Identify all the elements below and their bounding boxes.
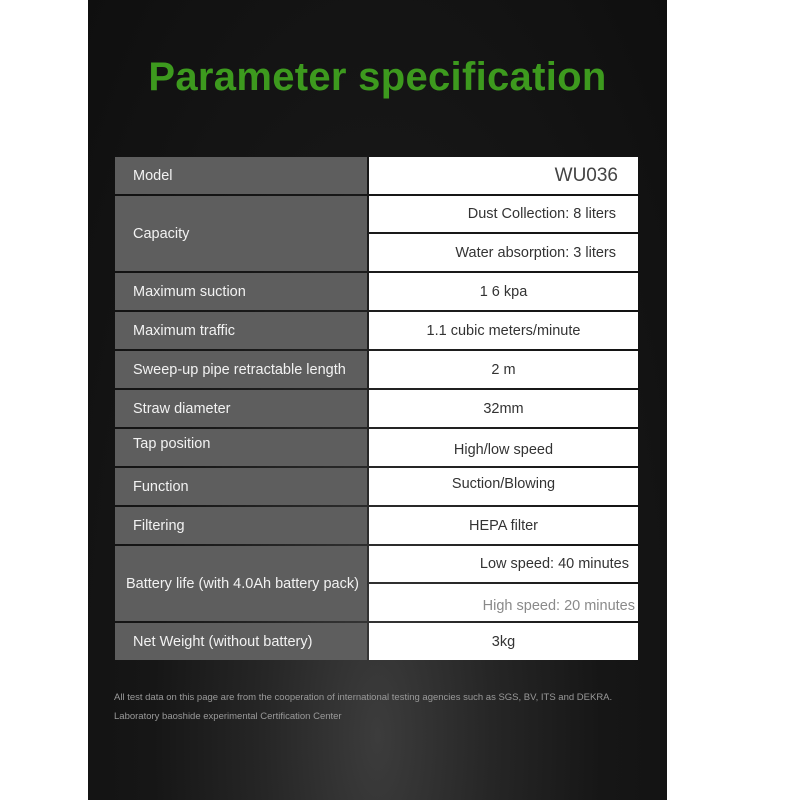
row-value [369,468,638,505]
row-label: Model [115,157,367,194]
row-label: Straw diameter [115,390,367,427]
net-weight-value: 3kg [491,633,516,650]
capacity-water [369,234,638,271]
tap-position-value: High/low speed [453,442,554,458]
row-value [369,390,638,427]
row-function [115,468,638,505]
footnote-line-1: All test data on this page are from the cooperation of international testing agencies such as SGS, BV, ITS and DEKRA. [114,692,613,703]
max-suction-value: 1 6 kpa [479,283,528,300]
row-label: Maximum traffic [115,312,367,349]
page-title: Parameter specification [148,55,607,99]
battery-low-text: Low speed: 40 minutes [479,556,629,572]
row-value [369,623,638,660]
row-tap-position [115,429,638,466]
capacity-dust [369,196,638,232]
row-max-suction [115,273,638,310]
row-label: Capacity [115,196,367,271]
row-net-weight [115,623,638,660]
function-value: Suction/Blowing [451,476,556,492]
row-battery-life [115,546,638,621]
row-value [369,312,638,349]
battery-high [369,584,638,621]
row-value [369,273,638,310]
spec-panel [88,0,667,800]
row-value [369,157,638,194]
row-label: Sweep-up pipe retractable length [115,351,367,388]
capacity-water-text: Water absorption: 3 liters [455,244,616,261]
row-label: Battery life (with 4.0Ah battery pack) [115,546,367,621]
row-filtering [115,507,638,544]
row-max-traffic [115,312,638,349]
row-capacity [115,196,638,271]
row-value [369,351,638,388]
pipe-length-value: 2 m [491,361,516,378]
row-label: Function [115,468,367,505]
row-label: Filtering [115,507,367,544]
row-value [369,507,638,544]
row-label: Net Weight (without battery) [115,623,367,660]
capacity-dust-text: Dust Collection: 8 liters [467,206,616,222]
filtering-value: HEPA filter [468,517,539,534]
footnote-line-2: Laboratory baoshide experimental Certification Center [114,711,342,722]
row-value [369,429,638,466]
straw-diameter-value: 32mm [483,400,524,417]
row-straw-diameter [115,390,638,427]
row-label: Maximum suction [115,273,367,310]
battery-low [369,546,638,582]
row-pipe-length [115,351,638,388]
battery-high-text: High speed: 20 minutes [482,598,635,614]
row-model [115,157,638,194]
row-label: Tap position [115,429,367,466]
max-traffic-value: 1.1 cubic meters/minute [426,322,581,339]
model-value: WU036 [554,164,618,186]
